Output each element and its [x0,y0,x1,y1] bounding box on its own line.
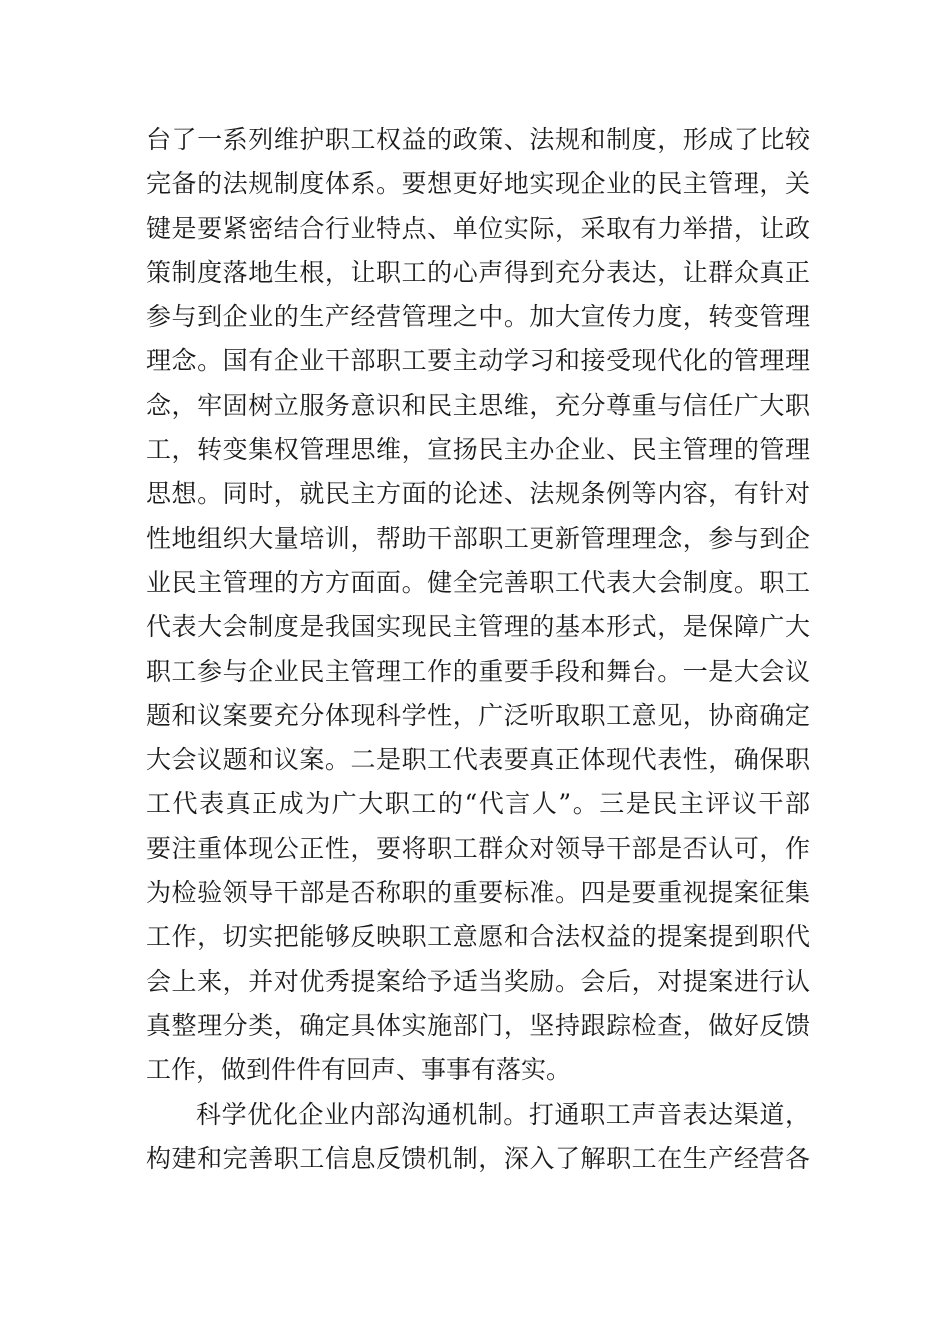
text-line: 代表大会制度是我国实现民主管理的基本形式，是保障广大 [146,612,810,642]
text-line: 理念。国有企业干部职工要主动学习和接受现代化的管理理 [146,346,810,376]
heading-line-rest: 。打通职工声音表达渠道， [503,1099,810,1129]
text-line: 参与到企业的生产经营管理之中。加大宣传力度，转变管理 [146,302,810,332]
text-line: 真整理分类，确定具体实施部门，坚持跟踪检查，做好反馈 [146,1010,810,1040]
text-line: 要注重体现公正性，要将职工群众对领导干部是否认可，作 [146,833,810,863]
text-line: 念，牢固树立服务意识和民主思维，充分尊重与信任广大职 [146,390,810,420]
document-body [146,118,810,1181]
text-line: 业民主管理的方方面面。健全完善职工代表大会制度。职工 [146,567,810,597]
text-line: 为检验领导干部是否称职的重要标准。四是要重视提案征集 [146,878,810,908]
text-line: 会上来，并对优秀提案给予适当奖励。会后，对提案进行认 [146,966,810,996]
text-line: 键是要紧密结合行业特点、单位实际，采取有力举措，让政 [146,213,810,243]
text-line: 台了一系列维护职工权益的政策、法规和制度，形成了比较 [146,125,810,154]
paragraph-2-first-line [146,1093,810,1137]
paragraph-2 [146,1093,810,1182]
paragraph-1 [146,118,810,1093]
section-heading: 科学优化企业内部沟通机制 [196,1099,504,1129]
text-line: 工代表真正成为广大职工的“代言人”。三是民主评议干部 [146,789,810,819]
text-line: 工作，做到件件有回声、事事有落实。 [146,1055,572,1085]
text-line: 题和议案要充分体现科学性，广泛听取职工意见，协商确定 [146,700,810,730]
text-line: 思想。同时，就民主方面的论述、法规条例等内容，有针对 [146,479,810,509]
text-line: 职工参与企业民主管理工作的重要手段和舞台。一是大会议 [146,656,810,686]
text-line: 构建和完善职工信息反馈机制，深入了解职工在生产经营各 [146,1143,810,1173]
text-line: 策制度落地生根，让职工的心声得到充分表达，让群众真正 [146,257,810,287]
text-line: 性地组织大量培训，帮助干部职工更新管理理念，参与到企 [146,523,810,553]
text-line: 大会议题和议案。二是职工代表要真正体现代表性，确保职 [146,745,810,775]
text-line: 工作，切实把能够反映职工意愿和合法权益的提案提到职代 [146,922,810,952]
text-line: 工，转变集权管理思维，宣扬民主办企业、民主管理的管理 [146,435,810,465]
text-line: 完备的法规制度体系。要想更好地实现企业的民主管理，关 [146,169,810,199]
